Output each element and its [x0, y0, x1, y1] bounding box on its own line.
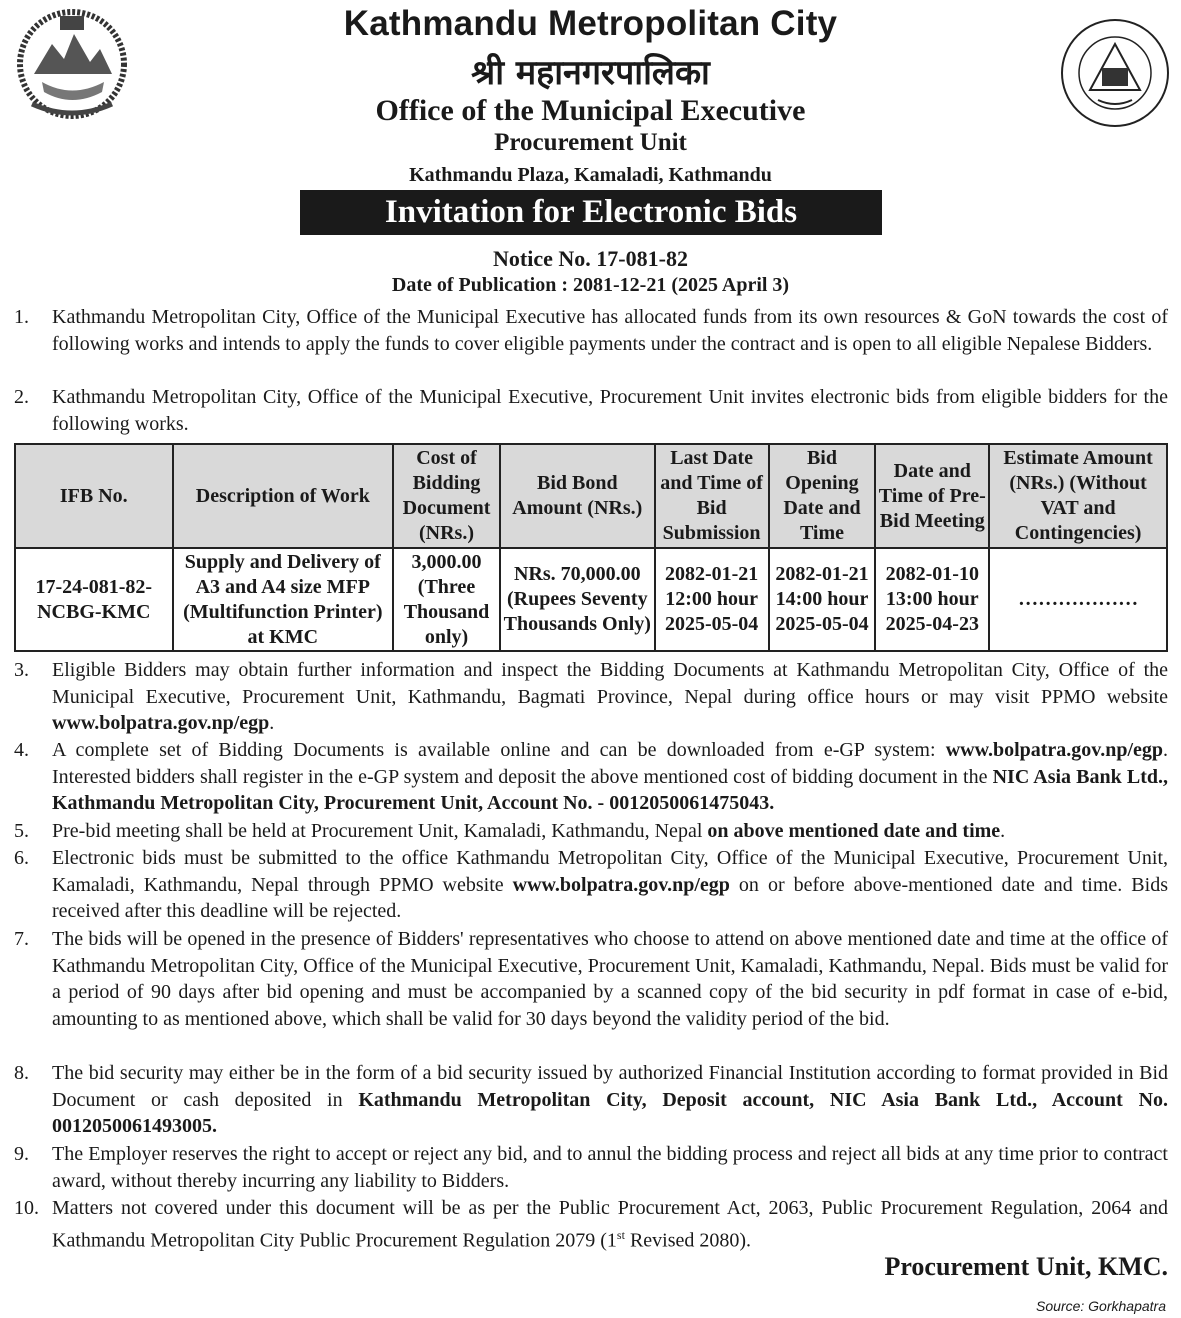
invitation-banner: Invitation for Electronic Bids: [300, 190, 882, 235]
bank-account-info: NIC Asia Bank Ltd., Kathmandu Metropolitan City, Procurement Unit, Account No. - 0012050061475043.: [52, 765, 1168, 814]
clause-text: [52, 657, 1168, 737]
office-title: Office of the Municipal Executive: [375, 94, 806, 127]
cell-last-date: 2082-01-21 12:00 hour 2025-05-04: [655, 548, 769, 651]
clause-number: 8.: [14, 1062, 29, 1084]
clause-text-part: The bid security may either be in the form of a bid security issued by authorized Financial Institution according to format provided in Bid Document or cash deposited in: [52, 1062, 1168, 1111]
clause-number: 2.: [14, 386, 29, 408]
cell-estimate-amount: ………………: [989, 548, 1167, 651]
notice-number: Notice No. 17-081-82: [493, 246, 688, 271]
clause-text-part: .: [1000, 820, 1006, 842]
clause-text-part: Matters not covered under this document will be as per the Public Procurement Act, 2063, Public Procurement Regulation, 2064 and Kathmandu Metropolitan City Public Procurement Regulation 2079 (1: [52, 1197, 1168, 1252]
clause-number: 4.: [14, 739, 29, 761]
clause-text-part: Eligible Bidders may obtain further information and inspect the Bidding Documents at Kathmandu Metropolitan City, Office of the Municipal Executive, Procurement Unit, Kathmandu, Bagmati Province, Nepal during office hours or may visit PPMO website: [52, 659, 1168, 708]
clause-text: [52, 845, 1168, 925]
clause-10: [14, 1195, 1168, 1254]
clause-number: 1.: [14, 306, 29, 328]
cell-description: Supply and Delivery of A3 and A4 size MFP (Multifunction Printer) at KMC: [173, 548, 394, 651]
ppmo-website-link[interactable]: www.bolpatra.gov.np/egp: [52, 712, 270, 734]
cell-ifb-no: 17-24-081-82-NCBG-KMC: [15, 548, 173, 651]
clause-text-part: on or before above-mentioned date and time. Bids received after this deadline will be rejected.: [52, 873, 1168, 922]
clause-text: [52, 737, 1168, 817]
nepali-title: श्री महानगरपालिका: [471, 53, 710, 93]
clause-9: [14, 1141, 1168, 1194]
col-estimate-amount: Estimate Amount (NRs.) (Without VAT and Contingencies): [989, 444, 1167, 548]
col-ifb-no: IFB No.: [15, 444, 173, 548]
clause-8: [14, 1060, 1168, 1140]
clause-text-part: Electronic bids must be submitted to the office Kathmandu Metropolitan City, Office of the Municipal Executive, Procurement Unit, Kamaladi, Kathmandu, Nepal through PPMO website: [52, 847, 1168, 896]
bid-table: [14, 443, 1168, 652]
col-document-cost: Cost of Bidding Document (NRs.): [393, 444, 500, 548]
clause-text-part: Revised 2080).: [624, 1229, 752, 1252]
cell-bid-bond: NRs. 70,000.00 (Rupees Seventy Thousands Only): [500, 548, 655, 651]
clause-text: Kathmandu Metropolitan City, Office of the Municipal Executive, Procurement Unit invites electronic bids from eligible bidders for the following works.: [52, 386, 1168, 435]
unit-title: Procurement Unit: [494, 129, 687, 156]
table-row: [15, 548, 1167, 651]
office-address: Kathmandu Plaza, Kamaladi, Kathmandu: [409, 164, 772, 186]
egp-website-link[interactable]: www.bolpatra.gov.np/egp: [945, 739, 1163, 761]
clause-number: 7.: [14, 928, 29, 950]
ppmo-website-link[interactable]: www.bolpatra.gov.np/egp: [512, 873, 730, 896]
clause-6: [14, 845, 1168, 925]
clause-text: The Employer reserves the right to accept or reject any bid, and to annul the bidding process and reject all bids at any time prior to contract award, without thereby incurring any liability to Bidders.: [52, 1143, 1168, 1192]
cell-prebid-meeting: 2082-01-10 13:00 hour 2025-04-23: [875, 548, 989, 651]
col-bid-opening: Bid Opening Date and Time: [769, 444, 876, 548]
clause-number: 3.: [14, 659, 29, 681]
clause-text-part: . Interested bidders shall register in the e-GP system and deposit the above mentioned cost of bidding document in the: [52, 739, 1168, 788]
clause-number: 5.: [14, 820, 29, 842]
clause-text: The bids will be opened in the presence of Bidders' representatives who choose to attend on above mentioned date and time at the office of Kathmandu Metropolitan City, Office of the Municipal Executive, Procurement Unit, Kamaladi, Kathmandu, Nepal. Bids must be valid for a period of 90 days after bid opening and must be accompanied by a scanned copy of the bid security in pdf format in case of e-bid, amounting to as mentioned above, which shall be valid for 30 days beyond the validity period of the bid.: [52, 928, 1168, 1030]
cell-bid-opening: 2082-01-21 14:00 hour 2025-05-04: [769, 548, 876, 651]
col-bid-bond: Bid Bond Amount (NRs.): [500, 444, 655, 548]
col-last-date: Last Date and Time of Bid Submission: [655, 444, 769, 548]
col-description: Description of Work: [173, 444, 394, 548]
clause-2: [14, 384, 1168, 437]
clause-number: 10.: [14, 1197, 39, 1219]
kmc-seal-icon: [1058, 16, 1172, 130]
clause-number: 9.: [14, 1143, 29, 1165]
clause-text: Kathmandu Metropolitan City, Office of the Municipal Executive has allocated funds from its own resources & GoN towards the cost of following works and intends to apply the funds to cover eligible payments under the contract and is open to all eligible Nepalese Bidders.: [52, 306, 1168, 355]
publication-date: Date of Publication : 2081-12-21 (2025 April 3): [391, 274, 790, 296]
clause-text-part: A complete set of Bidding Documents is available online and can be downloaded from e-GP system:: [52, 739, 946, 761]
clause-3: [14, 657, 1168, 737]
clause-7: [14, 926, 1168, 1032]
clause-text: [52, 1060, 1168, 1140]
clause-text: [52, 818, 1168, 845]
table-header-row: [15, 444, 1167, 548]
city-title: Kathmandu Metropolitan City: [343, 4, 838, 43]
ordinal-superscript: st: [616, 1227, 625, 1242]
clause-number: 6.: [14, 847, 29, 869]
col-prebid-meeting: Date and Time of Pre-Bid Meeting: [875, 444, 989, 548]
clause-4: [14, 737, 1168, 817]
clause-emphasis: on above mentioned date and time: [707, 820, 1001, 842]
cell-document-cost: 3,000.00 (Three Thousand only): [393, 548, 500, 651]
clause-1: [14, 304, 1168, 357]
clause-text-part: .: [269, 712, 275, 734]
clause-text-part: Pre-bid meeting shall be held at Procurement Unit, Kamaladi, Kathmandu, Nepal: [52, 820, 708, 842]
source-credit: Source: Gorkhapatra: [1036, 1298, 1166, 1314]
clause-text: [52, 1195, 1168, 1254]
signature: Procurement Unit, KMC.: [884, 1252, 1168, 1281]
clause-5: [14, 818, 1168, 845]
deposit-account-info: Kathmandu Metropolitan City, Deposit account, NIC Asia Bank Ltd., Account No. 0012050061493005.: [52, 1088, 1169, 1137]
